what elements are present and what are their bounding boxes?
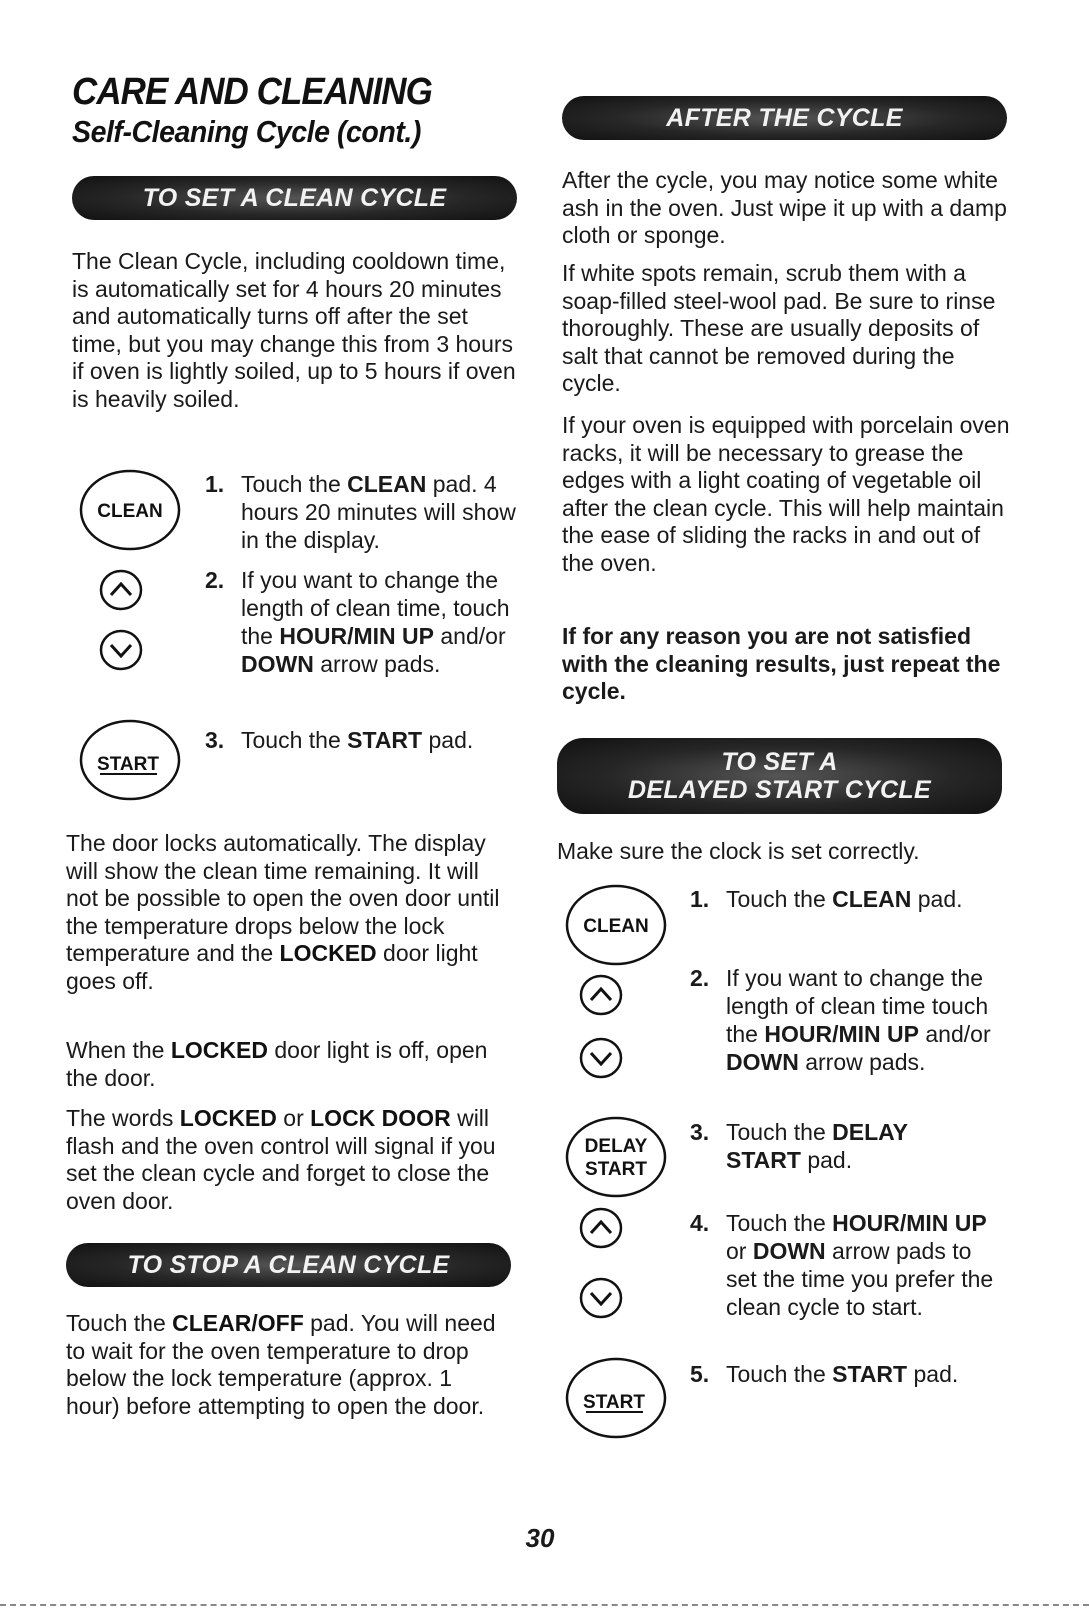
banner-set-clean-cycle [72, 176, 517, 220]
clean-pad-icon [78, 468, 182, 552]
start-pad-icon [78, 718, 182, 802]
door-locks-text: The door locks automatically. The display will show the clean time remaining. It will not be possible to open the oven door until the temperature drops below the lock temperature and the LOCKED door light goes off. [66, 830, 500, 994]
banner-stop-clean-cycle [66, 1243, 511, 1287]
svg-text:START: START [583, 1392, 645, 1413]
words-locked-text: The words LOCKED or LOCK DOOR will flash and the oven control will signal if you set the clean cycle and forget to close the oven door. [66, 1105, 496, 1214]
after-cycle-p1: After the cycle, you may notice some white ash in the oven. Just wipe it up with a damp cloth or sponge. [562, 167, 1007, 248]
banner-delayed-start-line2: DELAYED START CYCLE [628, 776, 931, 804]
svg-text:DELAY: DELAY [584, 1136, 648, 1157]
after-cycle-p2: If white spots remain, scrub them with a soap-filled steel-wool pad. Be sure to rinse thoroughly. These are usually deposits of salt that cannot be removed during the cycle. [562, 260, 996, 396]
up-arrow-pad-icon-delayed [578, 973, 624, 1017]
section-title: CARE AND CLEANING [72, 71, 432, 113]
stop-clean-text: Touch the CLEAR/OFF pad. You will need to wait for the oven temperature to drop below the lock temperature (approx. 1 hour) before attempting to open the door. [66, 1310, 496, 1419]
svg-text:START: START [585, 1159, 647, 1180]
svg-text:CLEAN: CLEAN [97, 501, 163, 522]
page-number: 30 [525, 1523, 555, 1553]
footer-divider [0, 1604, 1089, 1606]
svg-text:START: START [97, 754, 159, 775]
when-locked-text: When the LOCKED door light is off, open the door. [66, 1037, 488, 1091]
after-cycle-p3: If your oven is equipped with porcelain oven racks, it will be necessary to grease the edges with a light coating of vegetable oil after the clean cycle. This will help maintain the ease of sliding the racks in and out of the oven. [562, 412, 1010, 576]
up-arrow-pad-icon [98, 568, 144, 612]
banner-delayed-start-line1: TO SET A [721, 748, 838, 776]
up-arrow-pad-icon-time [578, 1206, 624, 1250]
delay-start-pad-icon [564, 1115, 668, 1199]
section-subtitle: Self-Cleaning Cycle (cont.) [72, 114, 421, 149]
clock-note: Make sure the clock is set correctly. [557, 838, 920, 864]
down-arrow-pad-icon-delayed [578, 1036, 624, 1080]
down-arrow-pad-icon-time [578, 1276, 624, 1320]
svg-text:CLEAN: CLEAN [583, 916, 649, 937]
banner-set-clean-cycle-label: TO SET A CLEAN CYCLE [142, 184, 447, 212]
banner-after-cycle-label: AFTER THE CYCLE [666, 104, 903, 132]
start-pad-icon-delayed [564, 1356, 668, 1440]
banner-delayed-start [557, 738, 1002, 814]
banner-stop-clean-cycle-label: TO STOP A CLEAN CYCLE [127, 1251, 450, 1279]
down-arrow-pad-icon [98, 628, 144, 672]
banner-after-cycle [562, 96, 1007, 140]
clean-pad-icon-delayed [564, 883, 668, 967]
after-cycle-note: If for any reason you are not satisfied with the cleaning results, just repeat the cycle. [562, 623, 1001, 704]
clean-cycle-intro: The Clean Cycle, including cooldown time, is automatically set for 4 hours 20 minutes and automatically turns off after the set time, but you may change this from 3 hours if oven is lightly soiled, up to 5 hours if oven is heavily soiled. [72, 248, 516, 412]
